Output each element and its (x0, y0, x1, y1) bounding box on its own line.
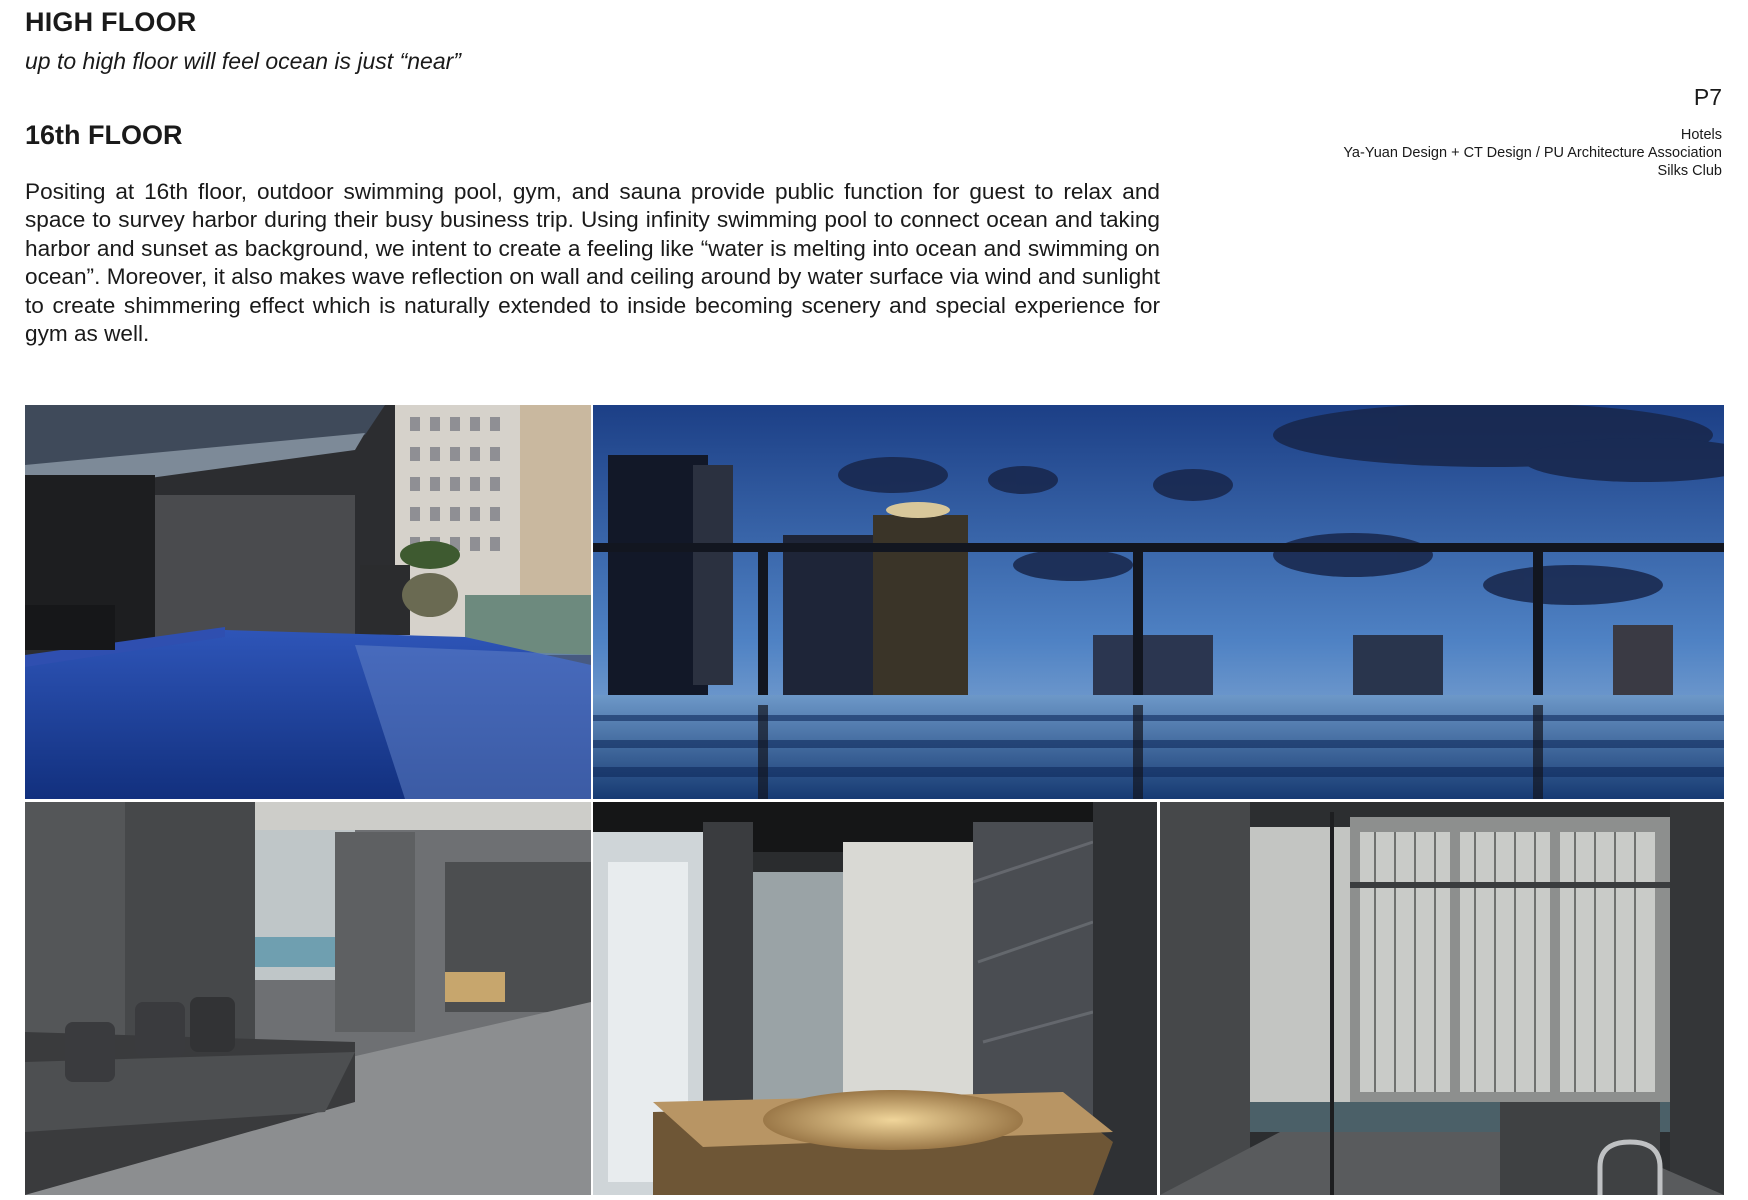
page-title: HIGH FLOOR (25, 7, 197, 37)
section-title: 16th FLOOR (25, 120, 183, 150)
pool-photo (25, 405, 591, 799)
section-body: Positing at 16th floor, outdoor swimming pool, gym, and sauna provide public function for guest to relax and space to survey harbor during their busy business trip. Using infinity swimming pool to connect ocean and taking harbor and sunset as background, we intent to create a feeling like “water is melting into ocean and swimming on ocean”. Moreover, it also makes wave reflection on wall and ceiling around by water surface via wind and sunlight to create shimmering effect which is naturally extended to inside becoming scenery and special experience for gym as well. (25, 179, 1160, 347)
page-subtitle: up to high floor will feel ocean is just “near” (25, 48, 461, 74)
meta-category: Hotels (1680, 127, 1722, 143)
project-meta (1343, 126, 1722, 180)
page-number: P7 (1693, 84, 1722, 110)
infinity-pool-photo (593, 405, 1724, 799)
meta-project: Silks Club (1657, 163, 1722, 179)
sauna-photo (593, 802, 1157, 1195)
bath-photo (1160, 802, 1724, 1195)
lounge-photo (25, 802, 591, 1195)
meta-designer: Ya-Yuan Design + CT Design / PU Architecture Association (1343, 145, 1722, 161)
